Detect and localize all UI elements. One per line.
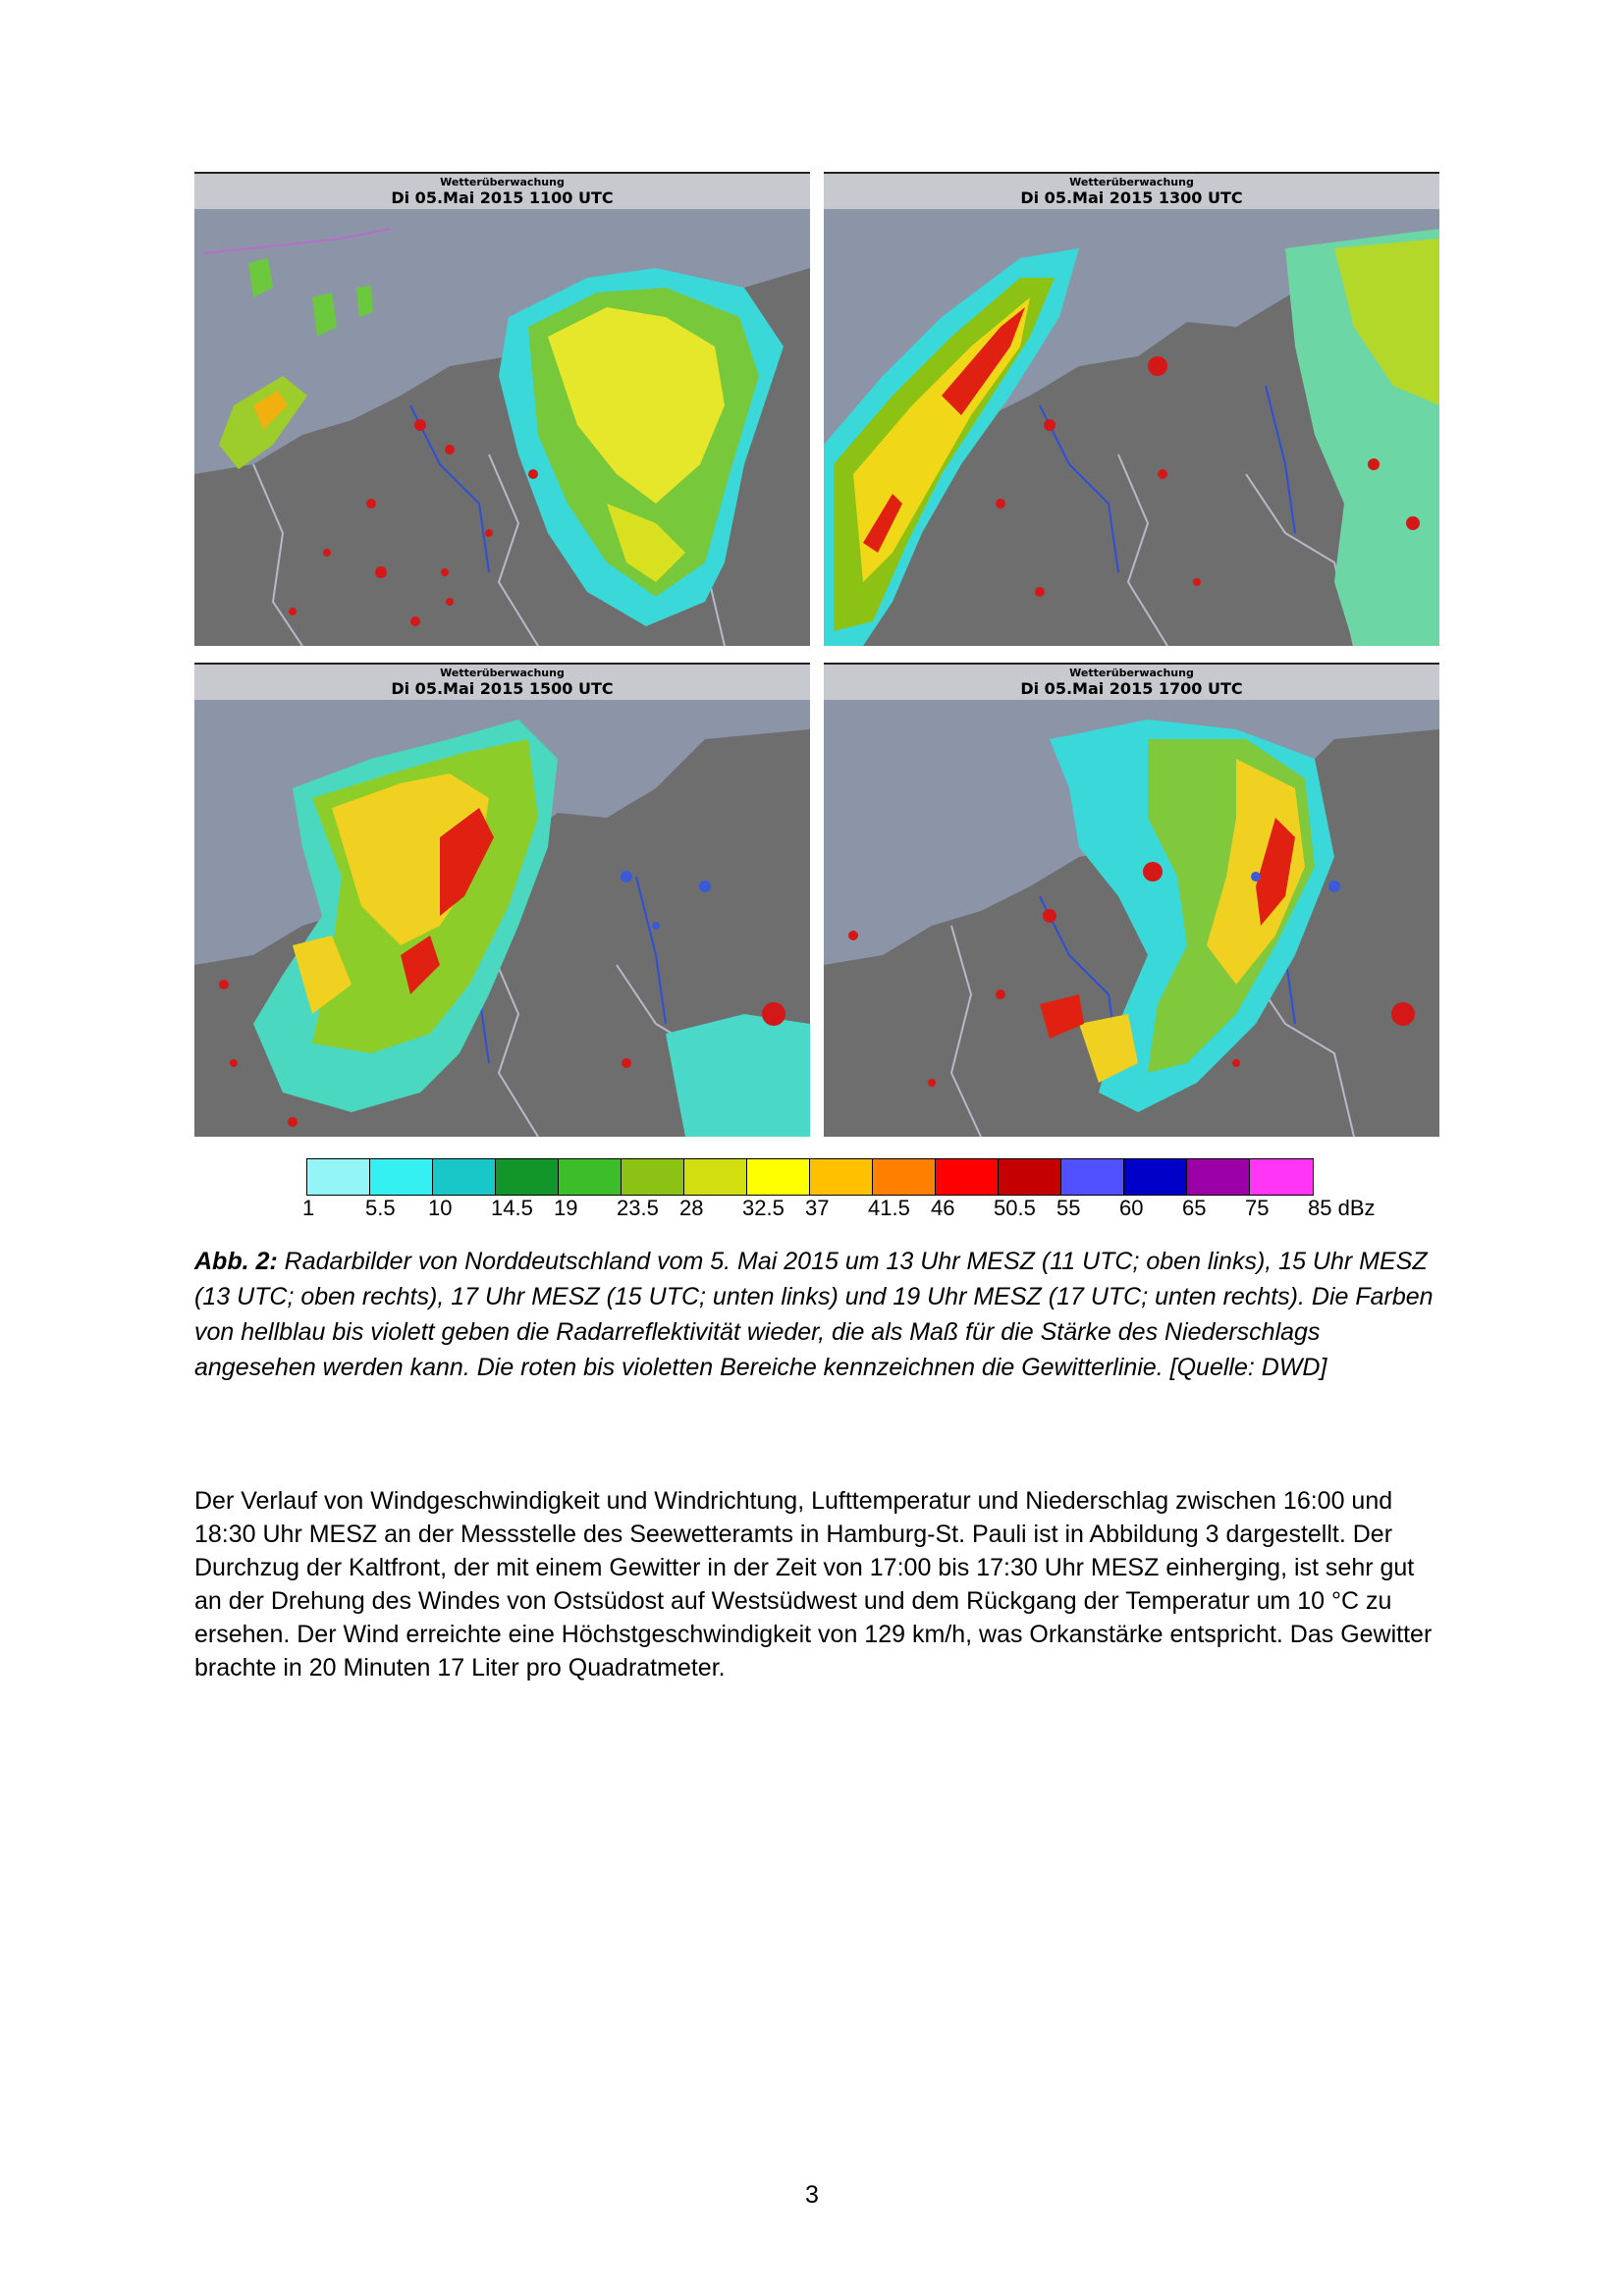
precip-area-se <box>666 1014 810 1137</box>
radar-map-image <box>824 700 1439 1137</box>
radar-map-image <box>194 700 810 1137</box>
color-scale-swatch <box>1124 1159 1187 1195</box>
radar-panel-1100-utc <box>194 172 810 646</box>
color-scale-swatch <box>1061 1159 1124 1195</box>
panel-header-subtitle: Wetterüberwachung <box>1069 176 1194 188</box>
color-scale-tick-label: 10 <box>428 1196 453 1220</box>
color-scale-swatch <box>1250 1159 1313 1195</box>
color-scale-tick-label: 50.5 <box>994 1196 1036 1220</box>
color-scale-tick-label: 60 <box>1119 1196 1144 1220</box>
color-scale-tick-label: 32.5 <box>742 1196 785 1220</box>
color-scale-swatch <box>1187 1159 1250 1195</box>
panel-header <box>194 172 810 211</box>
color-scale-swatch <box>622 1159 684 1195</box>
color-scale-tick-label: 41.5 <box>868 1196 910 1220</box>
color-scale <box>306 1158 1327 1198</box>
color-scale-tick-label: 14.5 <box>491 1196 533 1220</box>
panel-header <box>824 172 1439 211</box>
panel-header <box>194 663 810 702</box>
color-scale-tick-label: 55 <box>1056 1196 1081 1220</box>
color-scale-swatch <box>684 1159 747 1195</box>
color-scale-swatch <box>433 1159 496 1195</box>
color-scale-tick-label: 1 <box>302 1196 315 1220</box>
color-scale-swatch <box>496 1159 559 1195</box>
panel-header <box>824 663 1439 702</box>
color-scale-swatch <box>810 1159 873 1195</box>
color-scale-tick-label: 75 <box>1245 1196 1270 1220</box>
radar-panel-1700-utc <box>824 663 1439 1137</box>
color-scale-tick-label: 46 <box>931 1196 955 1220</box>
color-scale-swatch <box>747 1159 810 1195</box>
panel-header-title: Di 05.Mai 2015 1500 UTC <box>391 679 614 698</box>
color-scale-swatch <box>999 1159 1061 1195</box>
color-scale-tick-label: 85 dBz <box>1308 1196 1376 1220</box>
body-paragraph: Der Verlauf von Windgeschwindigkeit und Windrichtung, Lufttemperatur und Niederschlag zwischen 16:00 und 18:30 Uhr MESZ an der Messstelle des Seewetteramts in Hamburg-St. Pauli ist in Abbildung 3 dargestellt. Der Durchzug der Kaltfront, der mit einem Gewitter in der Zeit von 17:00 bis 17:30 Uhr MESZ einherging, ist sehr gut an der Drehung des Windes von Ostsüdost auf Westsüdwest und dem Rückgang der Temperatur um 10 °C zu ersehen. Der Wind erreichte eine Höchstgeschwindigkeit von 129 km/h, was Orkanstärke entspricht. Das Gewitter brachte in 20 Minuten 17 Liter pro Quadratmeter. <box>194 1487 1433 1682</box>
color-scale-swatch <box>873 1159 936 1195</box>
color-scale-labels <box>302 1196 1386 1225</box>
color-scale-swatch <box>307 1159 370 1195</box>
panel-header-subtitle: Wetterüberwachung <box>440 667 565 679</box>
radar-panel-1300-utc <box>824 172 1439 646</box>
panel-header-title: Di 05.Mai 2015 1300 UTC <box>1020 188 1243 207</box>
caption-text: Radarbilder von Norddeutschland vom 5. Mai 2015 um 13 Uhr MESZ (11 UTC; oben links), 15 Uhr MESZ (13 UTC; oben rechts), 17 Uhr MESZ (15 UTC; unten links) und 19 Uhr MESZ (17 UTC; unten rechts). Die Farben von hellblau bis violett geben die Radarreflektivität wieder, die als Maß für die Stärke des Niederschlags angesehen werden kann. Die roten bis violetten Bereiche kennzeichnen die Gewitterlinie. [Quelle: DWD] <box>194 1248 1434 1381</box>
color-scale-swatch <box>370 1159 433 1195</box>
color-scale-tick-label: 28 <box>679 1196 704 1220</box>
color-scale-tick-label: 5.5 <box>365 1196 396 1220</box>
figure-caption <box>194 1244 1441 1385</box>
panel-header-subtitle: Wetterüberwachung <box>1069 667 1194 679</box>
panel-header-subtitle: Wetterüberwachung <box>440 176 565 188</box>
color-scale-tick-label: 37 <box>805 1196 830 1220</box>
color-scale-tick-label: 19 <box>554 1196 578 1220</box>
color-scale-tick-label: 65 <box>1182 1196 1207 1220</box>
color-scale-swatch <box>936 1159 999 1195</box>
panel-header-title: Di 05.Mai 2015 1100 UTC <box>391 188 614 207</box>
radar-map-image <box>194 209 810 646</box>
radar-panel-1500-utc <box>194 663 810 1137</box>
panel-header-title: Di 05.Mai 2015 1700 UTC <box>1020 679 1243 698</box>
color-scale-swatch <box>559 1159 622 1195</box>
color-scale-bar <box>306 1158 1314 1196</box>
page-number: 3 <box>805 2181 819 2209</box>
color-scale-tick-label: 23.5 <box>617 1196 659 1220</box>
radar-map-image <box>824 209 1439 646</box>
caption-label: Abb. 2: <box>194 1248 278 1275</box>
